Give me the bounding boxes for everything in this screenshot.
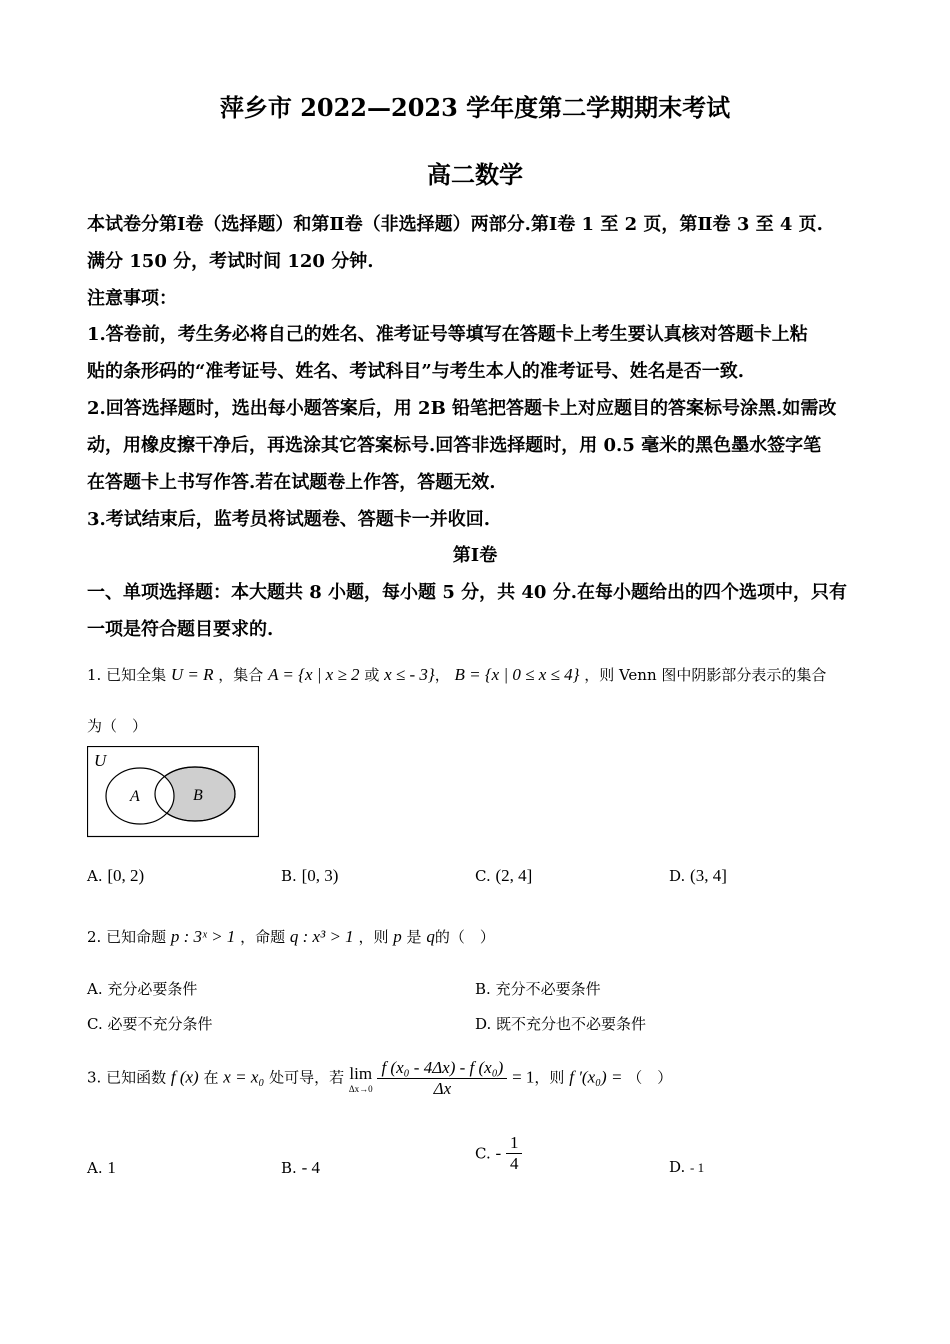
q1-option-b[interactable]: [281, 866, 338, 886]
q3-option-c-denominator: 4: [509, 1154, 519, 1173]
venn-diagram: [87, 746, 259, 838]
notice-title: 注意事项：: [87, 288, 177, 309]
notice-2c: 在答题卡上书写作答.若在试题卷上作答，答题无效.: [87, 472, 496, 493]
q1-option-b-label: B.: [281, 867, 297, 885]
notice-1a: 1.答卷前，考生务必将自己的姓名、准考证号等填写在答题卡上考生要认真核对答题卡上粘: [87, 324, 808, 345]
notice-2b: 动，用橡皮擦干净后，再选涂其它答案标号.回答非选择题时，用 0.5 毫米的黑色墨水签字笔: [87, 435, 822, 456]
q3-lim-sub: Δx→0: [348, 1083, 373, 1094]
venn-label-a: A: [130, 788, 140, 805]
q3-numerator: f (x₀ - 4Δx) - f (x₀): [377, 1058, 507, 1079]
q2-text-4: 是: [406, 928, 422, 946]
notice-1b: 贴的条形码的“准考证号、姓名、考试科目”与考生本人的准考证号、姓名是否一致.: [87, 361, 744, 382]
q1-option-d-label: D.: [669, 867, 686, 885]
q2-option-b-value: 充分不必要条件: [495, 980, 601, 998]
venn-label-u: U: [94, 751, 107, 770]
q1-option-c[interactable]: [475, 866, 532, 886]
volume-heading: 第Ⅰ卷: [452, 545, 498, 566]
notice-2a: 2.回答选择题时，选出每小题答案后，用 2B 铅笔把答题卡上对应题目的答案标号涂黑.如需改: [87, 398, 837, 419]
q2-option-d[interactable]: [475, 1013, 646, 1034]
question-2: [87, 926, 495, 947]
q2-option-b-label: B.: [475, 980, 491, 998]
q3-text-1: 3. 已知函数: [87, 1068, 167, 1087]
q3-text-2: 在: [203, 1068, 219, 1087]
question-1: [87, 664, 826, 685]
q1-text-2: ，集合: [218, 666, 264, 684]
q2-option-c-value: 必要不充分条件: [107, 1015, 213, 1033]
q2-option-c[interactable]: [87, 1013, 213, 1034]
q2-text-3: ，则: [358, 928, 389, 946]
q3-denominator: Δx: [433, 1079, 452, 1098]
q1-text-1: 1. 已知全集: [87, 666, 167, 684]
page-subtitle: 高二数学: [427, 160, 523, 189]
q3-option-c[interactable]: [475, 1133, 522, 1174]
q3-text-4: ，则: [534, 1068, 565, 1087]
q2-text-5: 的（ ）: [434, 928, 495, 946]
q2-option-a-value: 充分必要条件: [107, 980, 198, 998]
q2-option-d-value: 既不充分也不必要条件: [496, 1015, 647, 1033]
q3-option-a[interactable]: [87, 1158, 116, 1178]
q3-option-c-sign: -: [495, 1143, 502, 1163]
q3-equals: = 1: [512, 1067, 535, 1087]
q2-proposition-p: p : 3ˣ > 1: [170, 927, 236, 946]
q2-option-a[interactable]: [87, 978, 197, 999]
notice-3: 3.考试结束后，监考员将试题卷、答题卡一并收回.: [87, 509, 491, 530]
q3-option-a-label: A.: [87, 1159, 103, 1177]
q3-option-d-value: - 1: [690, 1160, 705, 1175]
q1-comma: ，: [434, 666, 450, 684]
q3-point: x = x₀: [223, 1067, 265, 1087]
q1-set-a: A = {x | x ≥ 2: [268, 665, 360, 684]
q3-option-d-label: D.: [669, 1158, 686, 1176]
q2-var-q: q: [426, 927, 435, 946]
q1-option-c-label: C.: [475, 867, 491, 885]
q1-option-a-value: [0, 2): [107, 866, 145, 885]
page-title: 萍乡市 2022—2023 学年度第二学期期末考试: [219, 93, 731, 122]
q1-or: 或: [364, 666, 380, 684]
q2-var-p: p: [393, 927, 402, 946]
intro-line-1: 本试卷分第Ⅰ卷（选择题）和第Ⅱ卷（非选择题）两部分.第Ⅰ卷 1 至 2 页，第Ⅱ卷 3 至 4 页.: [87, 214, 823, 235]
intro-line-2: 满分 150 分，考试时间 120 分钟.: [87, 251, 374, 272]
section-heading-b: 一项是符合题目要求的.: [87, 619, 274, 640]
q2-option-c-label: C.: [87, 1015, 103, 1033]
q1-universal-set: U = R: [170, 665, 214, 684]
q1-option-d-value: (3, 4]: [690, 866, 727, 885]
q3-option-d[interactable]: [669, 1158, 704, 1176]
q2-option-b[interactable]: [475, 978, 601, 999]
section-heading-a: 一、单项选择题：本大题共 8 小题，每小题 5 分，共 40 分.在每小题给出的四个选项中，只有: [87, 582, 847, 603]
q2-text-1: 2. 已知命题: [87, 928, 167, 946]
q3-option-a-value: 1: [107, 1158, 116, 1177]
q1-set-a-2: x ≤ - 3}: [384, 665, 435, 684]
q3-option-c-numerator: 1: [506, 1133, 523, 1154]
q3-lim: lim: [349, 1063, 373, 1083]
q3-option-c-label: C.: [475, 1144, 491, 1163]
q3-derivative: f ′(x₀) =: [569, 1067, 623, 1087]
q1-set-b: B = {x | 0 ≤ x ≤ 4}: [454, 665, 580, 684]
q1-option-c-value: (2, 4]: [495, 866, 533, 885]
q1-option-d[interactable]: [669, 866, 727, 886]
q3-option-b-label: B.: [281, 1159, 297, 1177]
q1-option-b-value: [0, 3): [301, 866, 339, 885]
q3-text-3: 处可导，若: [269, 1068, 345, 1087]
q2-option-a-label: A.: [87, 980, 103, 998]
q3-option-b[interactable]: [281, 1158, 320, 1178]
q3-text-5: （ ）: [627, 1068, 673, 1087]
q1-option-a-label: A.: [87, 867, 103, 885]
q3-option-b-value: - 4: [301, 1158, 320, 1177]
q1-text-4: 为（ ）: [87, 717, 148, 735]
q2-text-2: ，命题: [240, 928, 286, 946]
q3-fraction: [377, 1058, 507, 1099]
q1-text-3: ，则 Venn 图中阴影部分表示的集合: [584, 666, 827, 684]
q3-function: f (x): [170, 1067, 199, 1087]
venn-label-b: B: [193, 787, 203, 804]
q3-limit: [349, 1064, 373, 1094]
q1-option-a[interactable]: [87, 866, 144, 886]
q2-option-d-label: D.: [475, 1015, 492, 1033]
q2-proposition-q: q : x³ > 1: [289, 927, 354, 946]
question-3: [87, 1058, 672, 1099]
q3-option-c-fraction: [506, 1133, 523, 1174]
